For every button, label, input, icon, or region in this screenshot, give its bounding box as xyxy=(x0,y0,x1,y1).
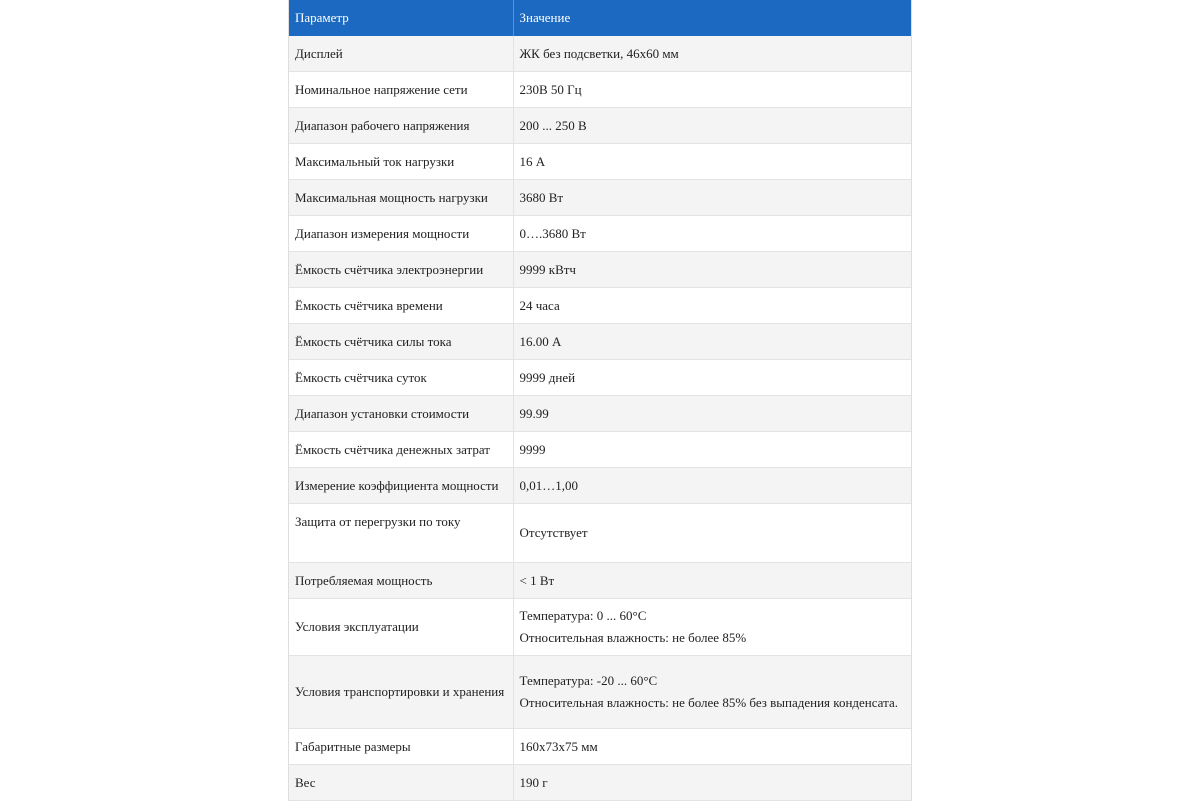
spec-sheet xyxy=(288,0,912,801)
table-row xyxy=(289,656,911,729)
value-cell: 0,01…1,00 xyxy=(513,468,911,504)
table-row xyxy=(289,729,911,765)
table-row xyxy=(289,144,911,180)
value-cell xyxy=(513,656,911,729)
param-cell: Максимальный ток нагрузки xyxy=(289,144,513,180)
param-cell: Диапазон рабочего напряжения xyxy=(289,108,513,144)
value-cell: 99.99 xyxy=(513,396,911,432)
param-cell: Диапазон установки стоимости xyxy=(289,396,513,432)
table-row xyxy=(289,396,911,432)
param-cell: Дисплей xyxy=(289,36,513,72)
table-row xyxy=(289,252,911,288)
param-cell: Ёмкость счётчика денежных затрат xyxy=(289,432,513,468)
value-cell: Отсутствует xyxy=(513,504,911,563)
value-line: Температура: -20 ... 60°С xyxy=(519,673,658,688)
table-row xyxy=(289,765,911,801)
value-cell: 9999 кВтч xyxy=(513,252,911,288)
table-row xyxy=(289,288,911,324)
table-row xyxy=(289,180,911,216)
param-cell: Диапазон измерения мощности xyxy=(289,216,513,252)
value-cell: 0….3680 Вт xyxy=(513,216,911,252)
param-cell: Защита от перегрузки по току xyxy=(289,504,513,563)
value-cell: 3680 Вт xyxy=(513,180,911,216)
header-value: Значение xyxy=(513,0,911,36)
table-row xyxy=(289,563,911,599)
value-cell: < 1 Вт xyxy=(513,563,911,599)
param-cell: Габаритные размеры xyxy=(289,729,513,765)
param-cell: Ёмкость счётчика электроэнергии xyxy=(289,252,513,288)
value-cell xyxy=(513,599,911,656)
value-cell: 24 часа xyxy=(513,288,911,324)
value-cell: 160х73х75 мм xyxy=(513,729,911,765)
value-cell: 230В 50 Гц xyxy=(513,72,911,108)
param-cell: Ёмкость счётчика времени xyxy=(289,288,513,324)
param-cell: Номинальное напряжение сети xyxy=(289,72,513,108)
param-cell: Измерение коэффициента мощности xyxy=(289,468,513,504)
param-cell: Ёмкость счётчика силы тока xyxy=(289,324,513,360)
value-cell: ЖК без подсветки, 46х60 мм xyxy=(513,36,911,72)
param-cell: Ёмкость счётчика суток xyxy=(289,360,513,396)
table-row xyxy=(289,504,911,563)
param-cell: Максимальная мощность нагрузки xyxy=(289,180,513,216)
spec-table xyxy=(289,0,911,801)
param-cell: Потребляемая мощность xyxy=(289,563,513,599)
value-line: Относительная влажность: не более 85% xyxy=(519,630,747,645)
table-row xyxy=(289,72,911,108)
value-cell: 200 ... 250 В xyxy=(513,108,911,144)
value-line: Температура: 0 ... 60°С xyxy=(519,608,647,623)
value-cell: 9999 xyxy=(513,432,911,468)
param-cell: Условия транспортировки и хранения xyxy=(289,656,513,729)
value-cell: 9999 дней xyxy=(513,360,911,396)
param-cell: Вес xyxy=(289,765,513,801)
table-row xyxy=(289,432,911,468)
table-row xyxy=(289,360,911,396)
value-cell: 16.00 А xyxy=(513,324,911,360)
header-param: Параметр xyxy=(289,0,513,36)
value-cell: 190 г xyxy=(513,765,911,801)
table-row xyxy=(289,599,911,656)
table-row xyxy=(289,36,911,72)
param-cell: Условия эксплуатации xyxy=(289,599,513,656)
value-cell: 16 А xyxy=(513,144,911,180)
table-row xyxy=(289,108,911,144)
table-row xyxy=(289,216,911,252)
table-row xyxy=(289,468,911,504)
value-line: Относительная влажность: не более 85% без выпадения конденсата. xyxy=(519,695,898,710)
table-row xyxy=(289,324,911,360)
table-header-row xyxy=(289,0,911,36)
